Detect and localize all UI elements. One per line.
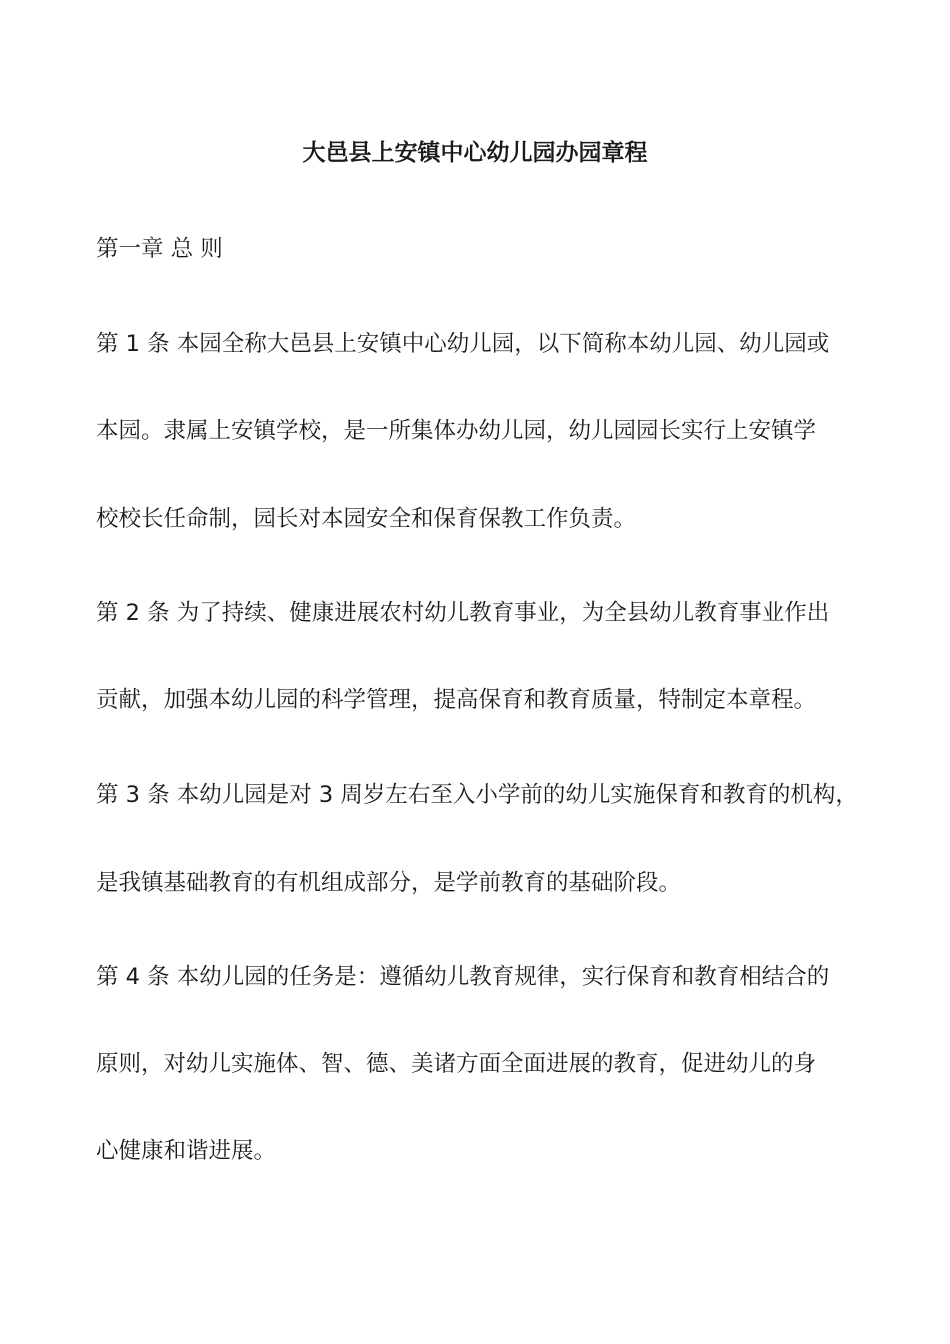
article-1-line-2: 本园。隶属上安镇学校，是一所集体办幼儿园，幼儿园园长实行上安镇学 [96, 418, 817, 444]
article-1-line-3: 校校长任命制，园长对本园安全和保育保教工作负责。 [96, 506, 637, 532]
article-2-line-2: 贡献，加强本幼儿园的科学管理，提高保育和教育质量，特制定本章程。 [96, 687, 817, 713]
article-4-line-2: 原则，对幼儿实施体、智、德、美诸方面全面进展的教育，促进幼儿的身 [96, 1051, 817, 1077]
chapter-heading: 第一章 总 则 [96, 236, 223, 262]
article-3-line-1: 第 3 条 本幼儿园是对 3 周岁左右至入小学前的幼儿实施保育和教育的机构， [96, 782, 858, 808]
article-4-line-1: 第 4 条 本幼儿园的任务是：遵循幼儿教育规律，实行保育和教育相结合的 [96, 964, 830, 990]
article-2-line-1: 第 2 条 为了持续、健康进展农村幼儿教育事业，为全县幼儿教育事业作出 [96, 600, 830, 626]
article-1-line-1: 第 1 条 本园全称大邑县上安镇中心幼儿园，以下简称本幼儿园、幼儿园或 [96, 331, 830, 357]
article-3-line-2: 是我镇基础教育的有机组成部分，是学前教育的基础阶段。 [96, 870, 682, 896]
document-title: 大邑县上安镇中心幼儿园办园章程 [302, 140, 648, 166]
article-4-line-3: 心健康和谐进展。 [96, 1138, 277, 1164]
